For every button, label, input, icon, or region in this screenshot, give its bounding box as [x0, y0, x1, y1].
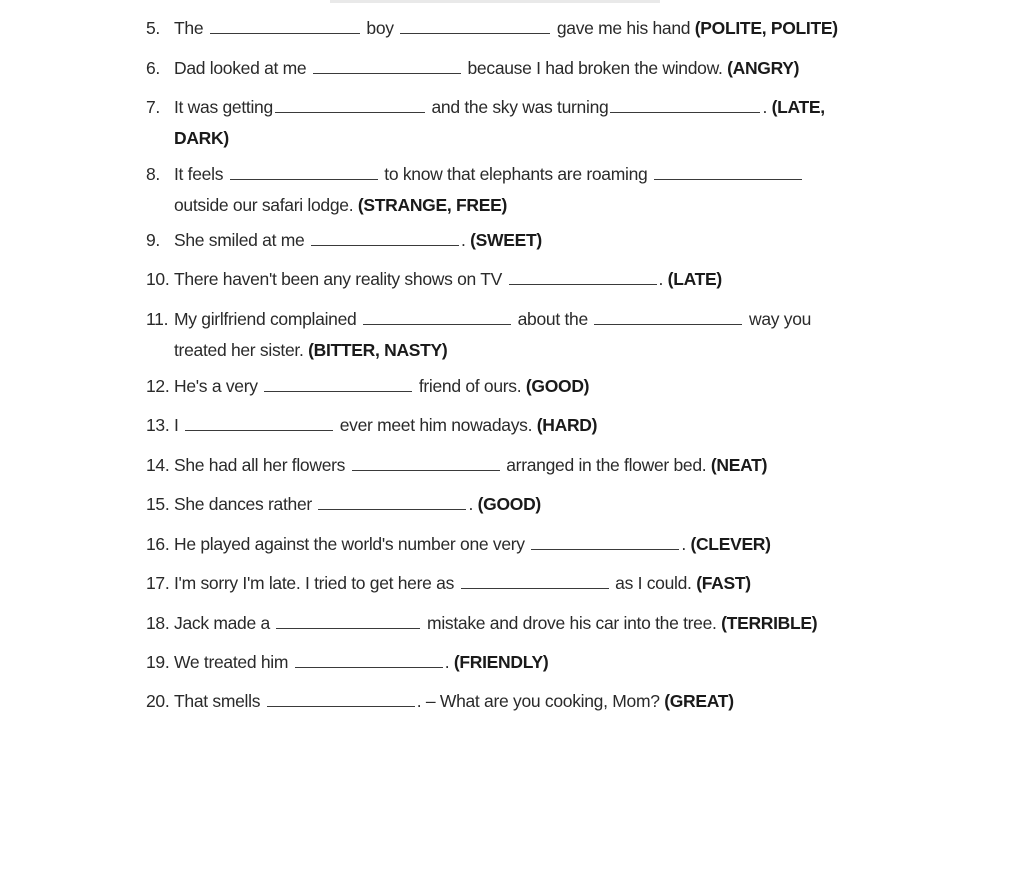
exercise-item-7: [146, 97, 886, 149]
item-text: It was getting: [174, 97, 273, 117]
item-text: to know that elephants are roaming: [384, 164, 648, 184]
answer-blank[interactable]: [363, 309, 511, 325]
item-number: 12.: [146, 376, 170, 396]
answer-blank[interactable]: [264, 376, 412, 392]
item-number: 7.: [146, 97, 160, 117]
item-text: .: [460, 230, 471, 250]
answer-blank[interactable]: [594, 309, 742, 325]
item-text: .: [468, 494, 478, 514]
exercise-item-8: [146, 164, 886, 216]
word-hint: (FRIENDLY): [453, 652, 549, 672]
exercise-item-18: [146, 613, 886, 634]
exercise-item-11: [146, 309, 886, 361]
answer-blank[interactable]: [352, 455, 500, 471]
word-hint: (POLITE, POLITE): [694, 18, 838, 38]
item-number: 11.: [146, 309, 169, 329]
exercise-item-5: [146, 18, 886, 39]
item-text: We treated him: [174, 652, 289, 672]
item-number: 9.: [146, 230, 160, 250]
item-number: 18.: [146, 613, 170, 633]
answer-blank[interactable]: [313, 58, 461, 74]
word-hint: (NEAT): [710, 455, 768, 475]
item-text: outside our safari lodge.: [174, 195, 354, 215]
item-number: 20.: [146, 691, 170, 711]
answer-blank[interactable]: [311, 230, 459, 246]
word-hint-continued: DARK): [174, 128, 229, 148]
item-text: as I could.: [615, 573, 692, 593]
item-text: gave me his hand: [556, 18, 691, 38]
exercise-item-20: [146, 691, 886, 712]
item-number: 8.: [146, 164, 160, 184]
answer-blank[interactable]: [654, 164, 802, 180]
answer-blank[interactable]: [610, 97, 760, 113]
exercise-item-6: [146, 58, 886, 79]
word-hint: (GOOD): [477, 494, 541, 514]
word-hint: (STRANGE, FREE): [357, 195, 507, 215]
item-text: about the: [517, 309, 588, 329]
item-text: way you: [749, 309, 812, 329]
item-text: friend of ours.: [418, 376, 522, 396]
answer-blank[interactable]: [210, 18, 360, 34]
word-hint: (LATE): [667, 269, 722, 289]
exercise-item-10: [146, 269, 886, 290]
item-text: mistake and drove his car into the tree.: [427, 613, 717, 633]
item-text: .: [762, 97, 772, 117]
item-text: She had all her flowers: [174, 455, 346, 475]
item-text: It feels: [174, 164, 224, 184]
word-hint: (BITTER, NASTY): [308, 340, 448, 360]
answer-blank[interactable]: [275, 97, 425, 113]
answer-blank[interactable]: [295, 652, 443, 668]
item-text: because I had broken the window.: [467, 58, 723, 78]
item-number: 5.: [146, 18, 160, 38]
exercise-item-19: [146, 652, 886, 673]
word-hint: (HARD): [536, 415, 598, 435]
item-text: .: [658, 269, 668, 289]
item-text-line-2: [146, 340, 886, 361]
item-number: 14.: [146, 455, 170, 475]
exercise-item-13: [146, 415, 886, 436]
exercise-item-12: [146, 376, 886, 397]
exercise-item-17: [146, 573, 886, 594]
word-hint: (TERRIBLE): [721, 613, 818, 633]
item-number: 19.: [146, 652, 170, 672]
item-number: 16.: [146, 534, 170, 554]
exercise-item-16: [146, 534, 886, 555]
item-text: and the sky was turning: [431, 97, 609, 117]
word-hint: (GREAT): [664, 691, 734, 711]
word-hint: (CLEVER): [690, 534, 771, 554]
item-text: arranged in the flower bed.: [506, 455, 707, 475]
item-text: I'm sorry I'm late. I tried to get here as: [174, 573, 455, 593]
item-text: boy: [366, 18, 394, 38]
exercise-item-15: [146, 494, 886, 515]
item-text: Dad looked at me: [174, 58, 307, 78]
answer-blank[interactable]: [230, 164, 378, 180]
item-text-line-2: [146, 195, 886, 216]
answer-blank[interactable]: [267, 691, 415, 707]
word-hint: (LATE,: [771, 97, 825, 117]
item-text: treated her sister.: [174, 340, 304, 360]
answer-blank[interactable]: [531, 534, 679, 550]
item-text: There haven't been any reality shows on TV: [174, 269, 502, 289]
item-text: . – What are you cooking, Mom?: [416, 691, 660, 711]
exercise-item-9: [146, 230, 886, 251]
item-text: I: [174, 415, 179, 435]
item-number: 10.: [146, 269, 170, 289]
word-hint: (SWEET): [470, 230, 542, 250]
answer-blank[interactable]: [318, 494, 466, 510]
answer-blank[interactable]: [509, 269, 657, 285]
item-text: He's a very: [174, 376, 258, 396]
word-hint: (FAST): [696, 573, 751, 593]
word-hint: (GOOD): [525, 376, 590, 396]
item-text: That smells: [174, 691, 261, 711]
item-text: My girlfriend complained: [174, 309, 357, 329]
item-text: .: [681, 534, 691, 554]
word-hint: (ANGRY): [727, 58, 800, 78]
item-number: 15.: [146, 494, 170, 514]
exercise-item-14: [146, 455, 886, 476]
item-text: The: [174, 18, 204, 38]
item-text: Jack made a: [174, 613, 270, 633]
item-text: She dances rather: [174, 494, 312, 514]
answer-blank[interactable]: [400, 18, 550, 34]
answer-blank[interactable]: [276, 613, 420, 629]
answer-blank[interactable]: [461, 573, 609, 589]
item-number: 13.: [146, 415, 170, 435]
item-number: 6.: [146, 58, 160, 78]
item-text: She smiled at me: [174, 230, 305, 250]
answer-blank[interactable]: [185, 415, 333, 431]
item-text: ever meet him nowadays.: [339, 415, 533, 435]
item-number: 17.: [146, 573, 170, 593]
item-text: He played against the world's number one very: [174, 534, 525, 554]
item-text: .: [444, 652, 454, 672]
